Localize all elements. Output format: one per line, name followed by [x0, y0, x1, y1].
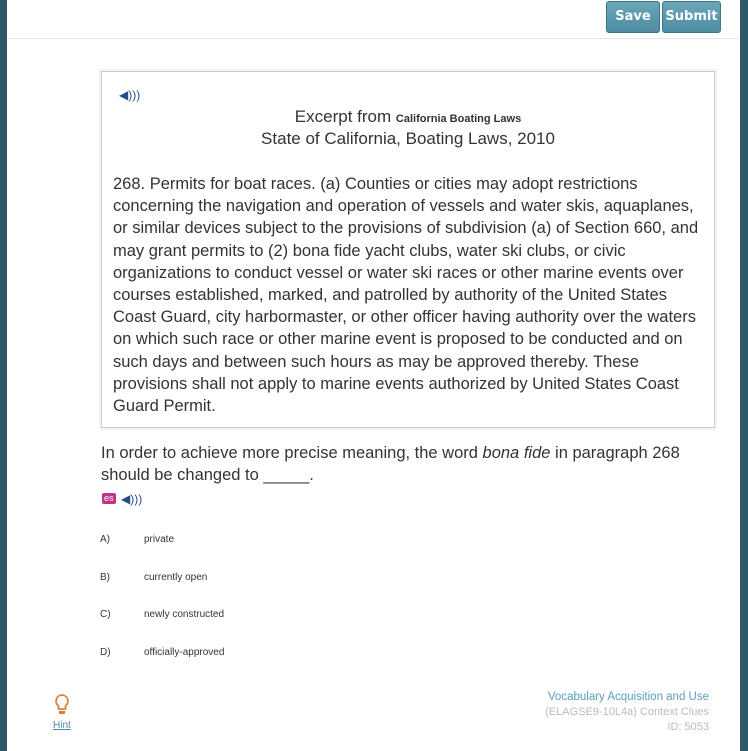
- question-meta: [545, 690, 709, 735]
- passage-subtitle: State of California, Boating Laws, 2010: [261, 129, 555, 148]
- passage-box: [101, 71, 715, 428]
- question-page: [7, 0, 740, 751]
- question-id: ID: 5053: [667, 721, 709, 733]
- choice-b[interactable]: [100, 572, 207, 583]
- toolbar: [7, 0, 740, 39]
- choice-text: officially-approved: [144, 647, 225, 658]
- category-label: Vocabulary Acquisition and Use: [547, 691, 709, 703]
- choice-letter: D): [100, 647, 111, 658]
- question-term: bona fide: [482, 444, 551, 462]
- choice-text: private: [144, 534, 175, 545]
- title-source: California Boating Laws: [395, 113, 522, 125]
- question-after: in paragraph 268 should be changed to _____.: [101, 444, 680, 485]
- speaker-icon[interactable]: ◀︎))): [121, 492, 143, 506]
- speaker-icon[interactable]: ◀︎))): [119, 88, 141, 102]
- choice-letter: B): [100, 572, 110, 583]
- save-button[interactable]: Save: [606, 1, 660, 33]
- choice-letter: A): [100, 534, 110, 545]
- hint-button[interactable]: [53, 693, 71, 731]
- submit-button[interactable]: Submit: [662, 1, 721, 33]
- lightbulb-icon: [54, 693, 70, 717]
- passage-title: [102, 107, 714, 127]
- choice-a[interactable]: [100, 534, 174, 545]
- question-text: [101, 442, 713, 487]
- hint-label[interactable]: Hint: [53, 720, 71, 731]
- spanish-translation-button[interactable]: es: [104, 493, 114, 503]
- title-prefix: Excerpt from: [294, 107, 392, 126]
- choice-text: newly constructed: [144, 609, 225, 620]
- standard-label: (ELAGSE9-10L4a) Context Clues: [545, 706, 709, 718]
- choice-letter: C): [100, 609, 111, 620]
- question-before: In order to achieve more precise meaning, the word: [101, 444, 483, 462]
- choice-c[interactable]: [100, 609, 224, 620]
- choice-text: currently open: [144, 572, 208, 583]
- passage-text: 268. Permits for boat races. (a) Counties or cities may adopt restrictions concerning the navigation and operation of vessels and water skis, aquaplanes, or similar devices subject to the provisions of subdivision (a) of Section 660, and may grant permits to (2) bona fide yacht clubs, water ski clubs, or civic organizations to conduct vessel or water ski races or other marine events over courses established, marked, and patrolled by authority of the United States Coast Guard, city harbormaster, or other officer having authority over the waters on which such race or other marine event is proposed to be conducted and on such days and between such hours as may be approved thereby. These provisions shall not apply to marine events authorized by United States Coast Guard Permit.: [113, 175, 699, 416]
- choice-d[interactable]: [100, 647, 224, 658]
